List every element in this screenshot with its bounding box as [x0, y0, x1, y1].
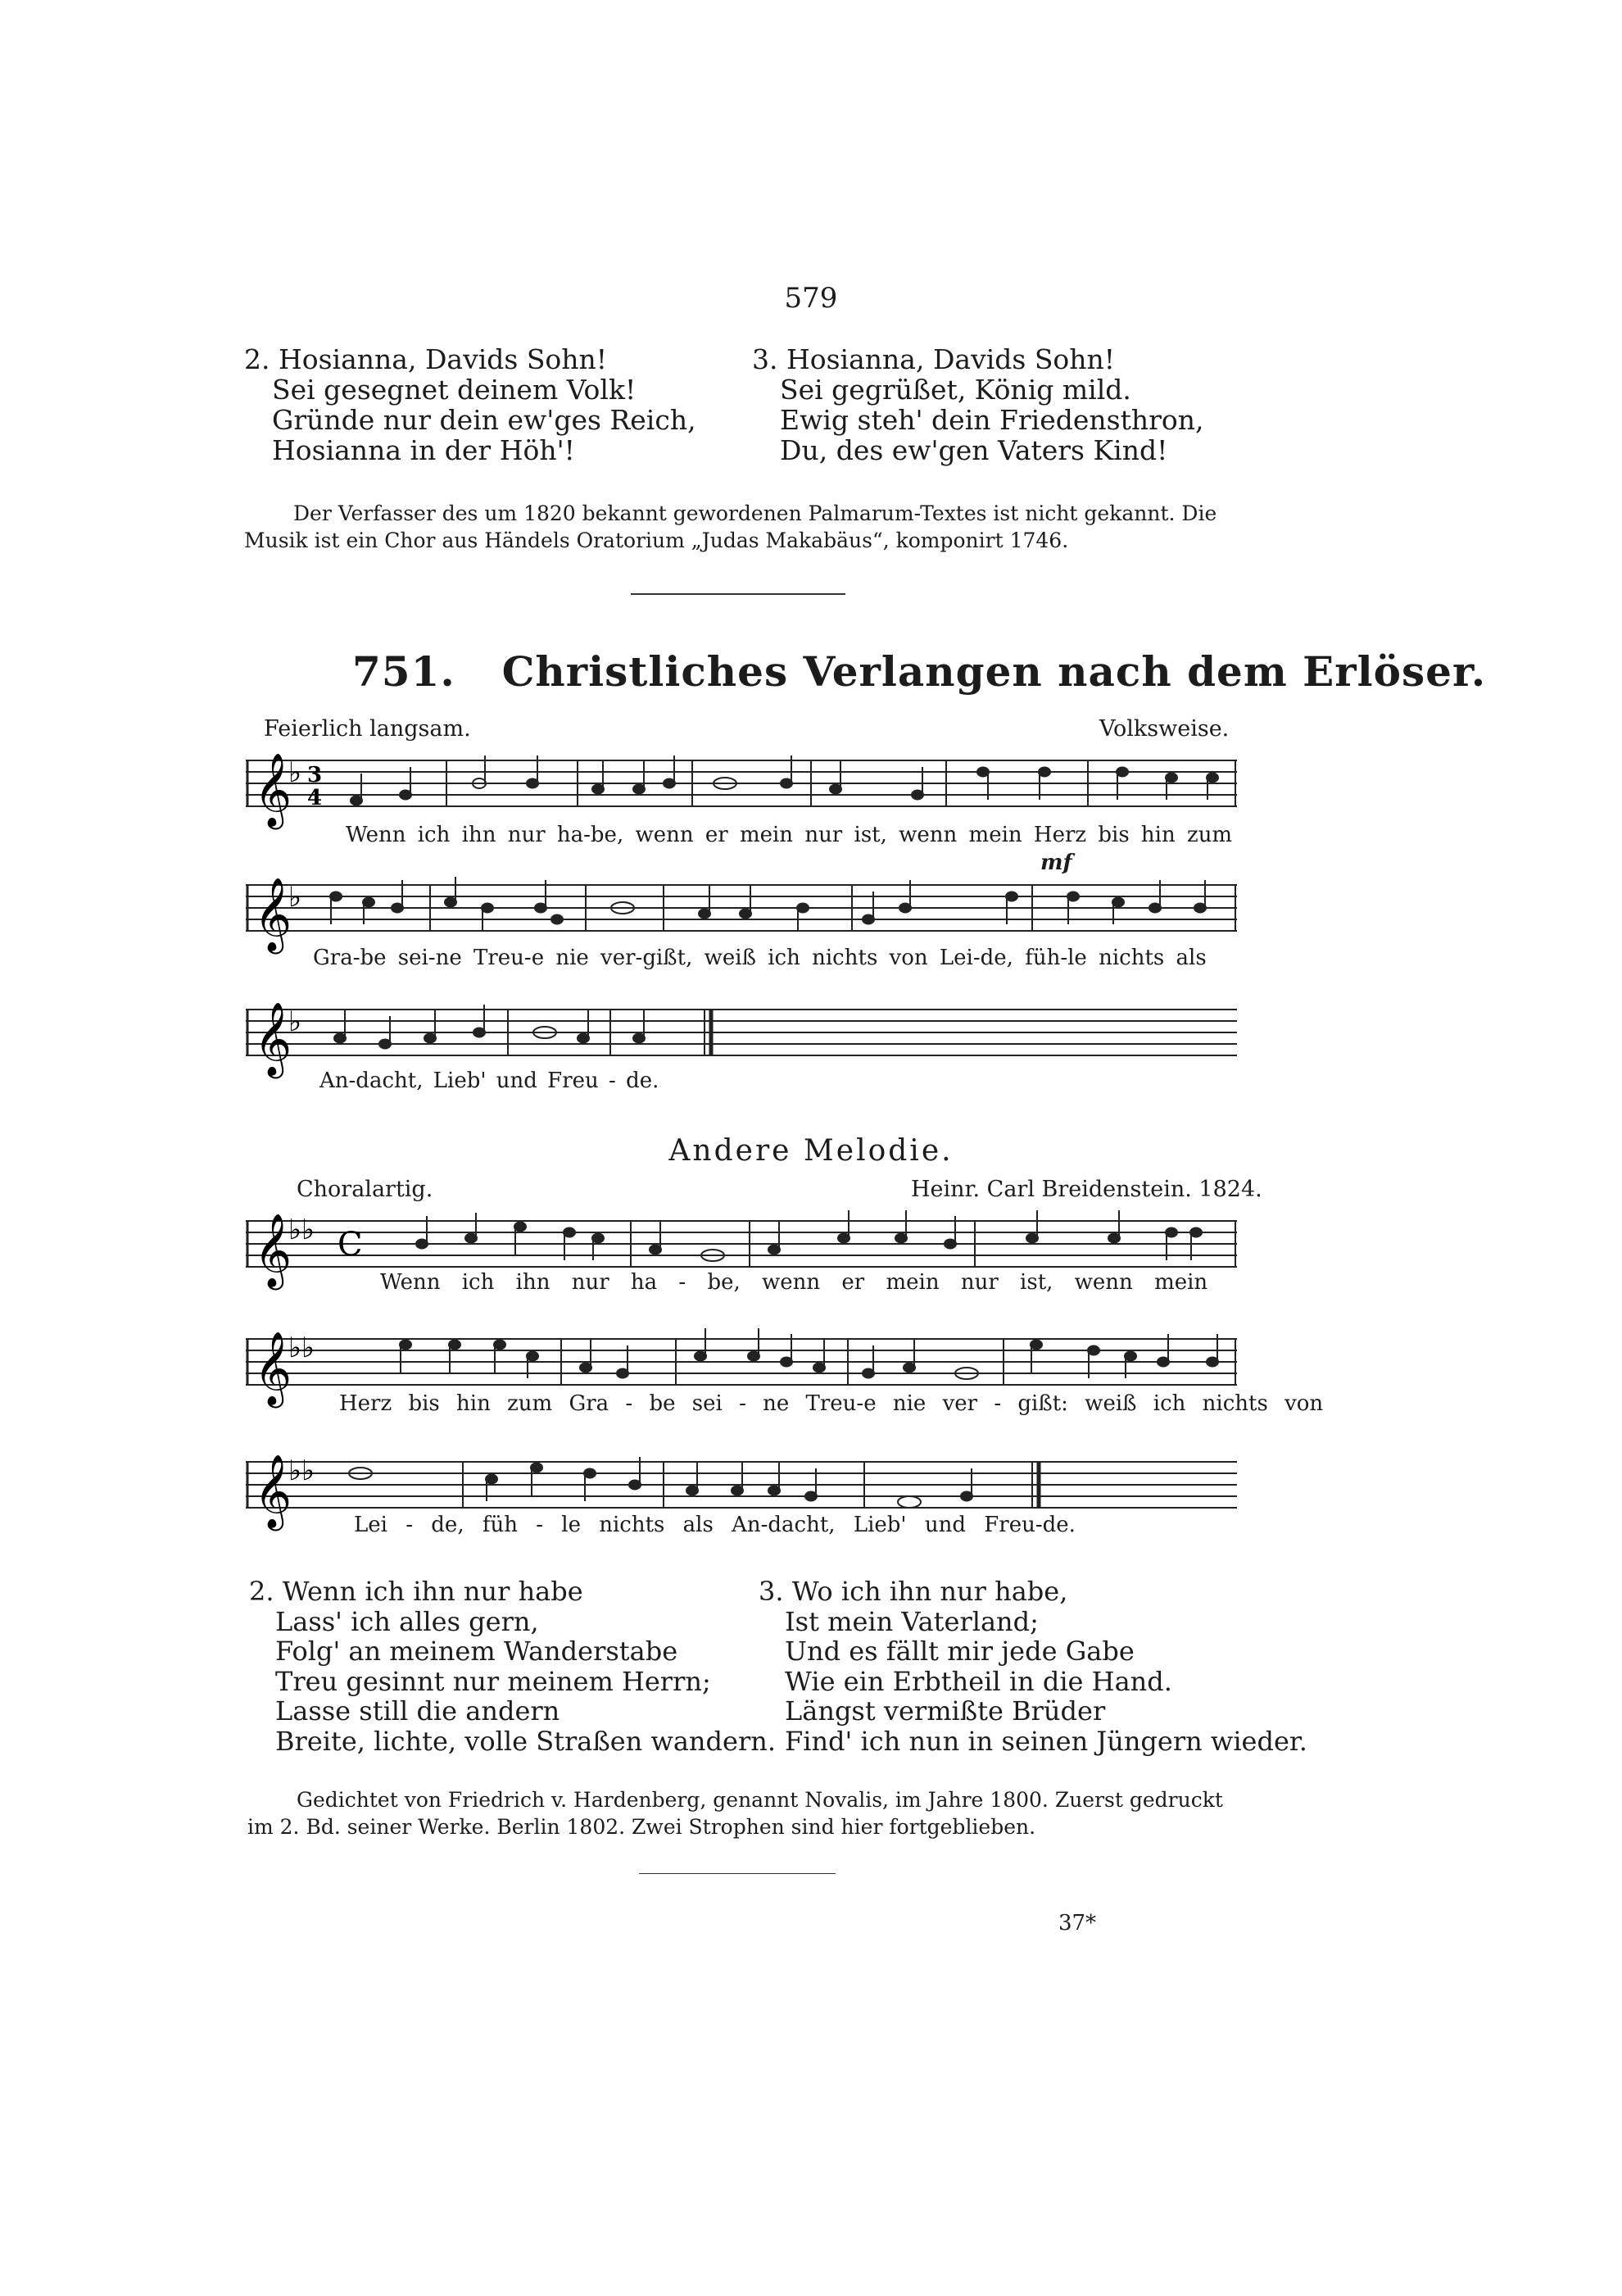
flat-icon: ♭ — [288, 756, 302, 789]
section-divider — [631, 593, 845, 595]
section-divider — [639, 1873, 836, 1874]
note-line: Musik ist ein Chor aus Händels Oratorium „Judas Makabäus“, komponirt 1746. — [244, 529, 1069, 552]
hymn-number: 751. — [352, 647, 455, 696]
note-line: Der Verfasser des um 1820 bekannt gewordenen Palmarum-Textes ist nicht gekannt. Die — [293, 501, 1217, 525]
authorship-note — [244, 500, 1235, 554]
treble-clef-icon: 𝄞 — [254, 1454, 292, 1528]
composer-credit: Heinr. Carl Breidenstein. 1824. — [911, 1177, 1262, 1202]
hymn-title: Christliches Verlangen nach dem Erlöser. — [501, 647, 1487, 696]
flat-icon: ♭♭ — [288, 1332, 315, 1364]
lyrics-line: Wenn ich ihn nur ha - be, wenn er mein nur ist, wenn mein — [380, 1270, 1208, 1295]
verse-line: Ist mein Vaterland; — [785, 1605, 1039, 1637]
verse-line: Breite, lichte, volle Straßen wandern. — [275, 1725, 777, 1757]
verse-line: Find' ich nun in seinen Jüngern wieder. — [785, 1725, 1307, 1757]
lyrics-line: Herz bis hin zum Gra - be sei - ne Treu-e nie ver - gißt: weiß ich nichts von — [339, 1391, 1324, 1416]
lyrics-line: An-dacht, Lieb' und Freu - de. — [319, 1069, 659, 1093]
flat-icon: ♭♭ — [288, 1214, 315, 1246]
treble-clef-icon: 𝄞 — [254, 1002, 292, 1076]
verse-line: Längst vermißte Brüder — [785, 1695, 1106, 1727]
note-line: Gedichtet von Friedrich v. Hardenberg, genannt Novalis, im Jahre 1800. Zuerst gedruckt — [297, 1788, 1223, 1812]
hymn-heading — [352, 647, 1486, 696]
verse-line: Folg' an meinem Wanderstabe — [275, 1636, 678, 1667]
verse-line: Lasse still die andern — [275, 1695, 560, 1727]
verse-2-hosianna — [244, 344, 696, 465]
flat-icon: ♭ — [288, 881, 302, 914]
lyrics-line: Wenn ich ihn nur ha-be, wenn er mein nur ist, wenn mein Herz bis hin zum — [346, 823, 1233, 847]
note-line: im 2. Bd. seiner Werke. Berlin 1802. Zwei Strophen sind hier fortgeblieben. — [247, 1815, 1036, 1839]
verse-line: Du, des ew'gen Vaters Kind! — [780, 434, 1168, 466]
page-number: 579 — [784, 282, 838, 315]
treble-clef-icon: 𝄞 — [254, 1332, 292, 1405]
common-time-icon: C — [338, 1226, 363, 1264]
verse-line: Sei gesegnet deinem Volk! — [272, 374, 637, 406]
verse-line: Und es fällt mir jede Gabe — [785, 1636, 1135, 1667]
verse-line: Treu gesinnt nur meinem Herrn; — [275, 1665, 711, 1697]
verse-line: Ewig steh' dein Friedensthron, — [780, 404, 1204, 436]
verse-3-hosianna — [752, 344, 1204, 465]
verse-line: 2. Hosianna, Davids Sohn! — [244, 343, 608, 375]
verse-line: Sei gegrüßet, König mild. — [780, 374, 1131, 406]
verse-line: Gründe nur dein ew'ges Reich, — [272, 404, 696, 436]
lyrics-line: Lei - de, füh - le nichts als An-dacht, Lieb' und Freu-de. — [354, 1513, 1076, 1537]
verse-line: 3. Wo ich ihn nur habe, — [759, 1576, 1068, 1607]
music-staff — [246, 749, 1237, 827]
verse-line: 2. Wenn ich ihn nur habe — [249, 1576, 583, 1607]
verse-line: Lass' ich alles gern, — [275, 1605, 539, 1637]
lyrics-line: Gra-be sei-ne Treu-e nie ver-gißt, weiß ich nichts von Lei-de, füh-le nichts als — [313, 946, 1207, 970]
melody-source: Volksweise. — [1099, 716, 1230, 742]
time-signature-icon: 3 — [307, 763, 323, 787]
alternate-melody-heading: Andere Melodie. — [668, 1134, 954, 1168]
tempo-marking: Choralartig. — [297, 1177, 433, 1202]
treble-clef-icon: 𝄞 — [254, 878, 292, 951]
verse-line: Wie ein Erbtheil in die Hand. — [785, 1665, 1172, 1697]
verse-line: Hosianna in der Höh'! — [272, 434, 575, 466]
verse-line: 3. Hosianna, Davids Sohn! — [752, 343, 1116, 375]
treble-clef-icon: 𝄞 — [254, 1214, 292, 1287]
hymn-verse-3 — [759, 1577, 1307, 1756]
svg-text:4: 4 — [307, 786, 323, 810]
tempo-marking: Feierlich langsam. — [264, 716, 471, 742]
flat-icon: ♭ — [288, 1005, 302, 1038]
music-staff — [246, 873, 1237, 951]
music-staff — [246, 998, 1237, 1076]
signature-mark: 37* — [1058, 1911, 1097, 1935]
hymn-verse-2 — [249, 1577, 776, 1756]
flat-icon: ♭♭ — [288, 1454, 315, 1487]
treble-clef-icon: 𝄞 — [254, 753, 292, 827]
dynamic-marking: mf — [1040, 851, 1072, 875]
source-note — [247, 1786, 1239, 1840]
